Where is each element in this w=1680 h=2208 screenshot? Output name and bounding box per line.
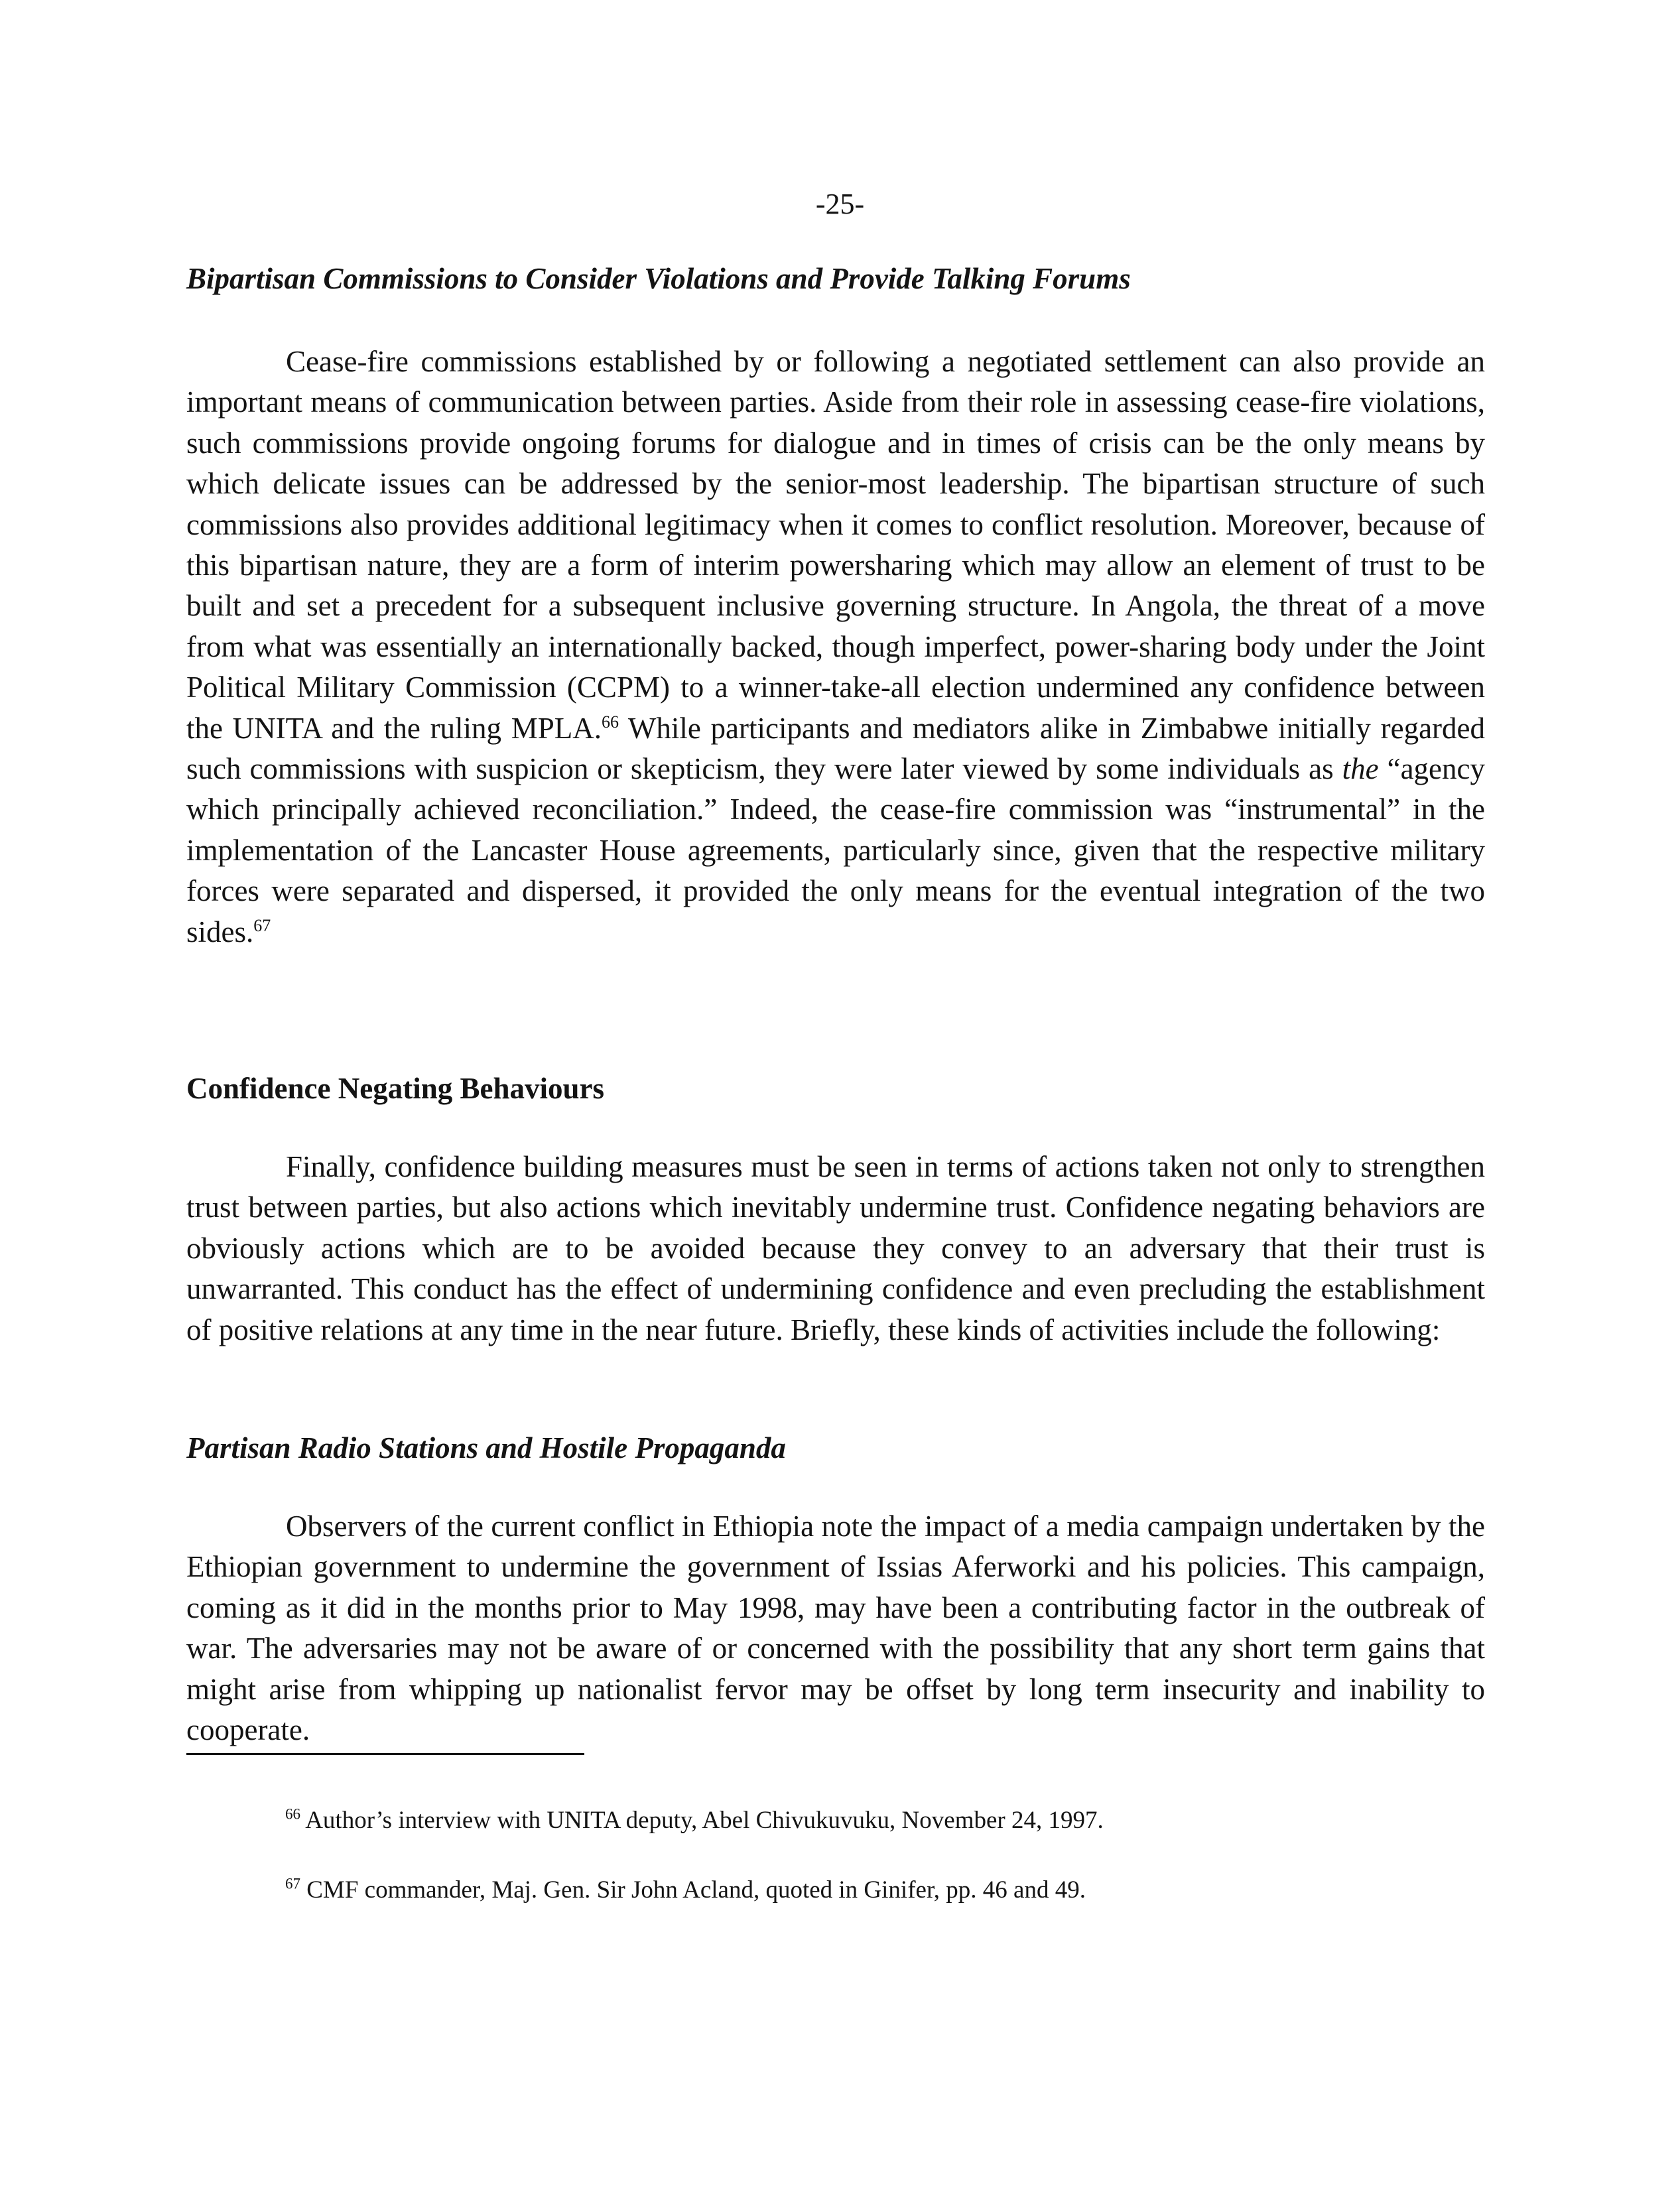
footnote-66 [285,1805,1104,1836]
paragraph-confidence-negating: Finally, confidence building measures must be seen in terms of actions taken not only to strengthen trust between parties, but also actions which inevitably undermine trust. Confidence negating behaviors are obviously actions which are to be avoided because they convey to an adversary that their trust is unwarranted. This conduct has the effect of undermining confidence and even precluding the establishment of positive relations at any time in the near future. Briefly, these kinds of activities include the following: [186,1150,1485,1346]
footnote-text: Author’s interview with UNITA deputy, Abel Chivukuvuku, November 24, 1997. [300,1807,1104,1834]
footnote-text: CMF commander, Maj. Gen. Sir John Acland, quoted in Ginifer, pp. 46 and 49. [300,1876,1086,1904]
paragraph-text: While participants and mediators alike in Zimbabwe initially regarded such commissions with suspicion or skepticism, they were later viewed by some individuals as [186,711,1485,786]
paragraph-text: “agency which principally achieved reconciliation.” Indeed, the cease-fire commission was “instrumental” in the implementation of the Lancaster House agreements, particularly since, given that the respective military forces were separated and dispersed, it provided the only means for the eventual integration of the two sides. [186,752,1485,948]
footnote-mark: 66 [285,1805,300,1823]
footnote-separator [186,1753,584,1755]
footnote-reference-66[interactable]: 66 [602,712,619,732]
footnote-67 [285,1875,1086,1906]
section-heading-bipartisan-commissions: Bipartisan Commissions to Consider Violations and Provide Talking Forums [186,262,1131,295]
footnote-mark: 67 [285,1875,300,1892]
emphasis-text: the [1342,752,1379,786]
footnote-reference-67[interactable]: 67 [253,915,271,935]
section-heading-partisan-radio: Partisan Radio Stations and Hostile Propaganda [186,1431,786,1464]
paragraph-bipartisan-commissions [186,342,1485,952]
page-number: -25- [815,188,865,220]
paragraph-text: Cease-fire commissions established by or following a negotiated settlement can also provide an important means of communication between parties. Aside from their role in assessing cease-fire violations, such commissions provide ongoing forums for dialogue and in times of crisis can be the only means by which delicate issues can be addressed by the senior-most leadership. The bipartisan structure of such commissions also provides additional legitimacy when it comes to conflict resolution. Moreover, because of this bipartisan nature, they are a form of interim powersharing which may allow an element of trust to be built and set a precedent for a subsequent inclusive governing structure. In Angola, the threat of a move from what was essentially an internationally backed, though imperfect, power-sharing body under the Joint Political Military Commission (CCPM) to a winner-take-all election undermined any confidence between the UNITA and the ruling MPLA. [186,345,1485,745]
section-heading-confidence-negating: Confidence Negating Behaviours [186,1072,604,1105]
paragraph-partisan-radio: Observers of the current conflict in Ethiopia note the impact of a media campaign undertaken by the Ethiopian government to undermine the government of Issias Aferworki and his policies. This campaign, coming as it did in the months prior to May 1998, may have been a contributing factor in the outbreak of war. The adversaries may not be aware of or concerned with the possibility that any short term gains that might arise from whipping up nationalist fervor may be offset by long term insecurity and inability to cooperate. [186,1510,1485,1747]
